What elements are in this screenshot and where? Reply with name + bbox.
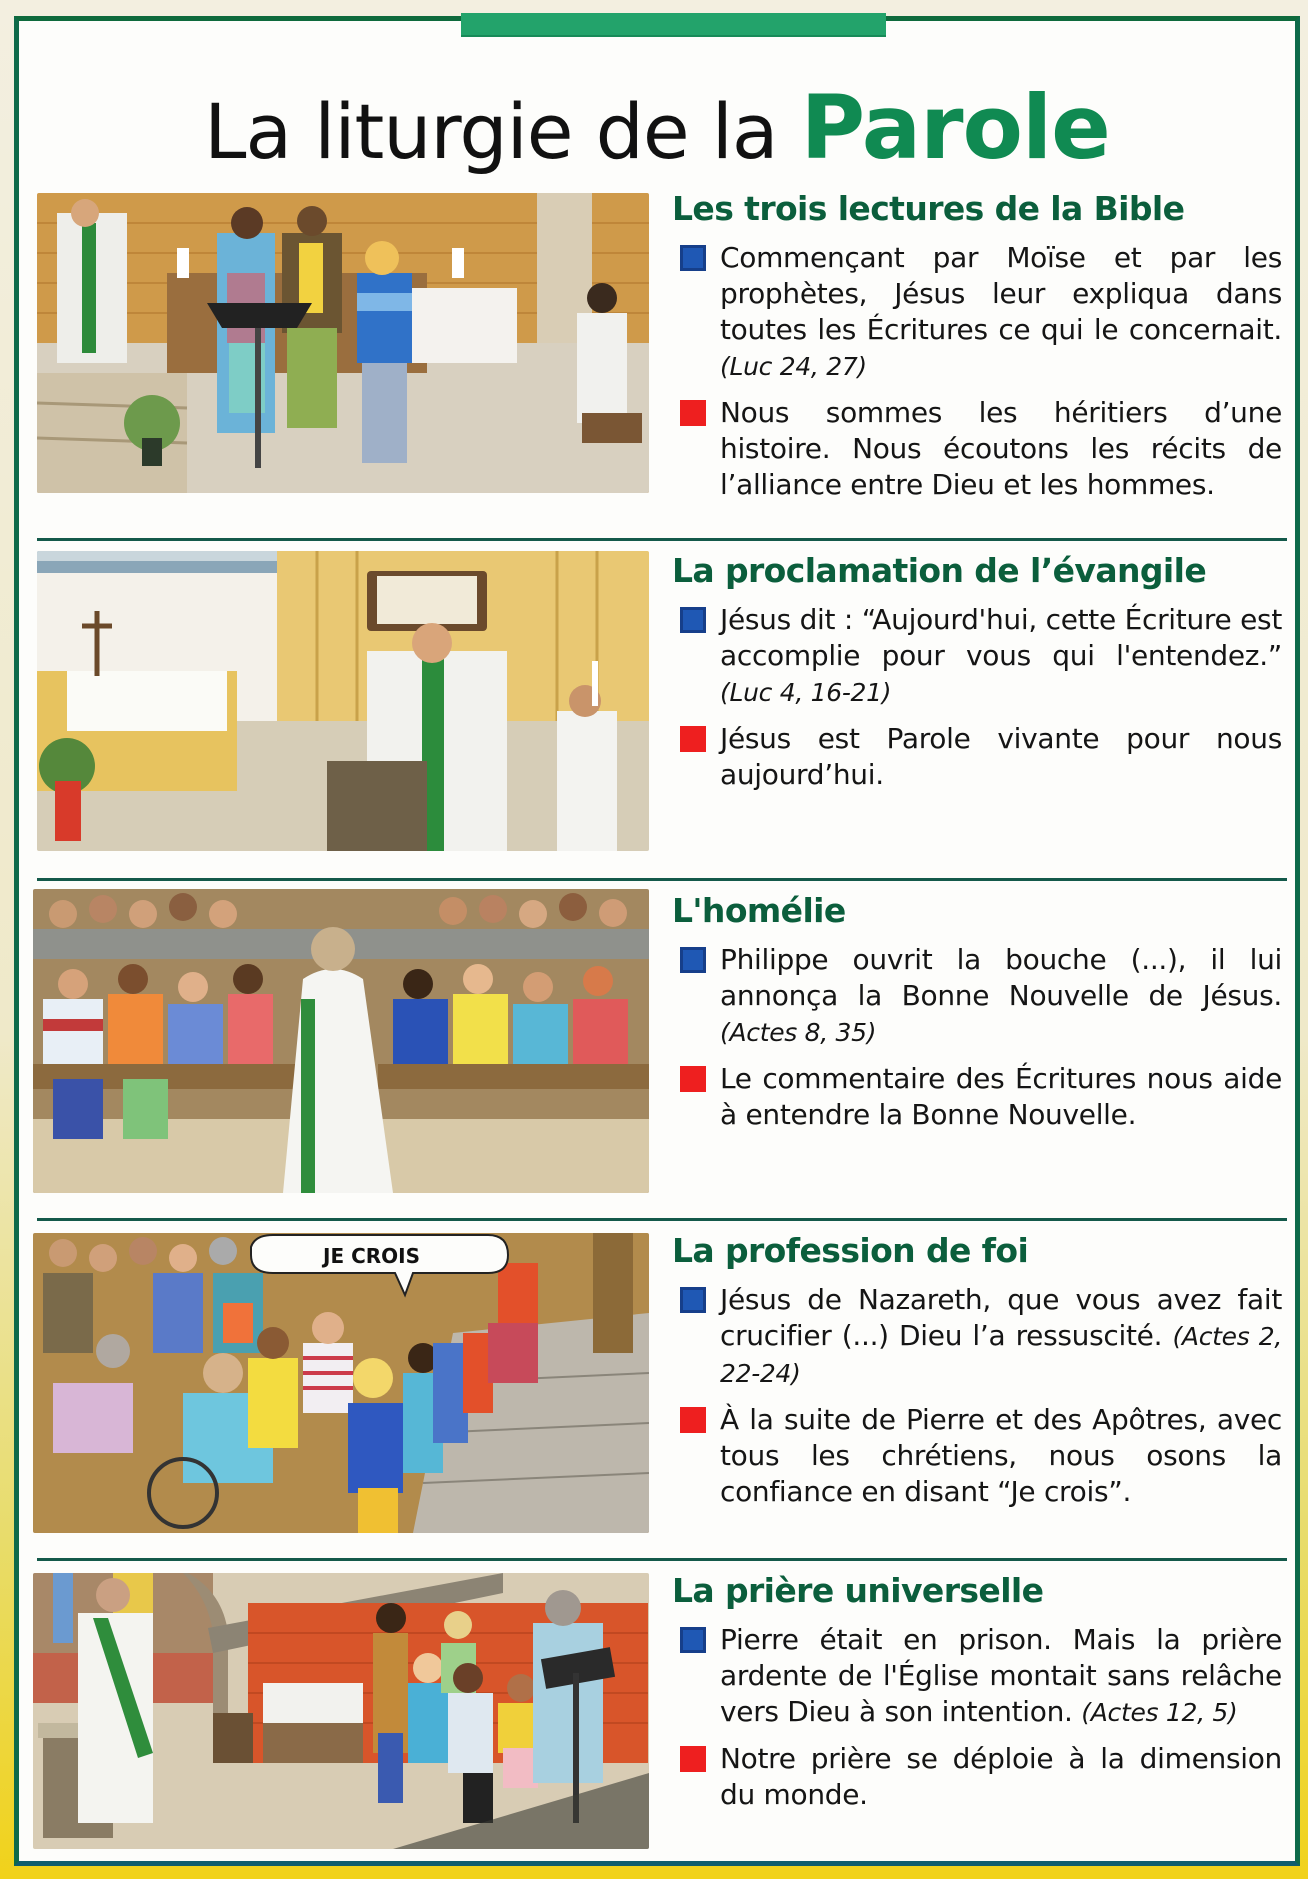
- scripture-quote: Pierre était en prison. Mais la prière ardente de l'Église montait sans relâche vers Dieu à son intention. (Actes 12, 5): [672, 1622, 1282, 1731]
- scripture-reference: (Actes 12, 5): [1081, 1698, 1238, 1727]
- scripture-reference: (Luc 24, 27): [720, 352, 867, 381]
- section-heading: La prière universelle: [672, 1571, 1044, 1610]
- blue-square-bullet-icon: [680, 245, 706, 271]
- section-proclamation: [27, 541, 1287, 881]
- scripture-quote: Philippe ouvrit la bouche (...), il lui annonça la Bonne Nouvelle de Jésus. (Actes 8, 35): [672, 942, 1282, 1051]
- explanation-text: Notre prière se déploie à la dimension du monde.: [672, 1741, 1282, 1813]
- red-square-bullet-icon: [680, 726, 706, 752]
- section-homelie: [27, 881, 1287, 1221]
- section-heading: L'homélie: [672, 891, 846, 930]
- scripture-quote: Jésus de Nazareth, que vous avez fait crucifier (...) Dieu l’a ressuscité. (Actes 2, 22-24): [672, 1282, 1282, 1392]
- prayer-scene-image: [33, 1573, 649, 1849]
- illustration-priere: [33, 1573, 649, 1849]
- scripture-reference: (Luc 4, 16-21): [720, 678, 892, 707]
- section-text: [672, 189, 1282, 513]
- blue-square-bullet-icon: [680, 1627, 706, 1653]
- speech-bubble-text: JE CROIS: [323, 1244, 420, 1268]
- scripture-quote: Jésus dit : “Aujourd'hui, cette Écriture est accomplie pour vous qui l'entendez.” (Luc 4, 16-21): [672, 602, 1282, 711]
- red-square-bullet-icon: [680, 1746, 706, 1772]
- blue-square-bullet-icon: [680, 1287, 706, 1313]
- page-title: [19, 76, 1295, 179]
- illustration-lectures: [37, 193, 649, 493]
- scripture-quote: Commençant par Moïse et par les prophètes, Jésus leur expliqua dans toutes les Écritures ce qui le concernait. (Luc 24, 27): [672, 240, 1282, 385]
- section-heading: Les trois lectures de la Bible: [672, 189, 1185, 228]
- section-text: [672, 1571, 1282, 1823]
- illustration-proclamation: [37, 551, 649, 851]
- illustration-homelie: [33, 889, 649, 1193]
- section-text: [672, 1231, 1282, 1520]
- section-heading: La proclamation de l’évangile: [672, 551, 1207, 590]
- creed-scene-image: [33, 1233, 649, 1533]
- section-heading: La profession de foi: [672, 1231, 1029, 1270]
- red-square-bullet-icon: [680, 400, 706, 426]
- gospel-proclamation-image: [37, 551, 649, 851]
- section-profession-de-foi: [27, 1221, 1287, 1561]
- explanation-text: Le commentaire des Écritures nous aide à entendre la Bonne Nouvelle.: [672, 1061, 1282, 1133]
- explanation-text: Jésus est Parole vivante pour nous aujourd’hui.: [672, 721, 1282, 793]
- blue-square-bullet-icon: [680, 607, 706, 633]
- section-text: [672, 891, 1282, 1143]
- red-square-bullet-icon: [680, 1407, 706, 1433]
- homily-scene-image: [33, 889, 649, 1193]
- top-tab-decoration: [461, 13, 886, 37]
- title-accent: Parole: [800, 76, 1110, 179]
- section-priere-universelle: [27, 1561, 1287, 1861]
- blue-square-bullet-icon: [680, 947, 706, 973]
- reading-scene-image: [37, 193, 649, 493]
- title-prefix: La liturgie de la: [204, 87, 801, 176]
- poster-frame: [14, 16, 1300, 1866]
- explanation-text: À la suite de Pierre et des Apôtres, avec tous les chrétiens, nous osons la confiance en disant “Je crois”.: [672, 1402, 1282, 1510]
- illustration-profession: [33, 1233, 649, 1533]
- section-lectures: [27, 189, 1287, 541]
- scripture-reference: (Actes 8, 35): [720, 1018, 877, 1047]
- section-text: [672, 551, 1282, 803]
- scripture-reference: (Actes 2, 22-24): [720, 1322, 1282, 1388]
- red-square-bullet-icon: [680, 1066, 706, 1092]
- explanation-text: Nous sommes les héritiers d’une histoire. Nous écoutons les récits de l’alliance entre Dieu et les hommes.: [672, 395, 1282, 503]
